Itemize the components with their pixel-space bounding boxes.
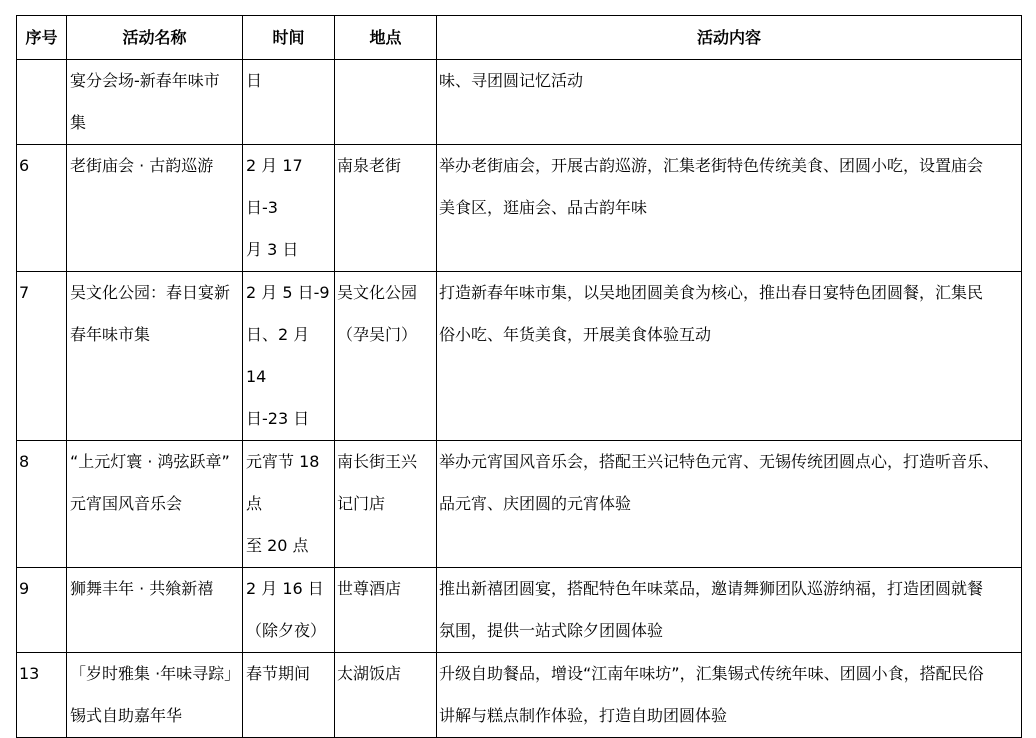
row-activity-name: 吴文化公园：春日宴新 春年味市集: [70, 283, 231, 344]
row-seq: 6: [19, 156, 30, 175]
header-content: 活动内容: [437, 16, 1022, 60]
header-time: 时间: [243, 16, 335, 60]
row-time: 日: [246, 71, 263, 90]
table-row: [17, 653, 1022, 738]
row-time: 2 月 17 日-3 月 3 日: [246, 156, 303, 259]
row-time: 春节期间: [246, 664, 311, 683]
header-seq: 序号: [17, 16, 67, 60]
row-content: 味、寻团圆记忆活动: [439, 71, 584, 90]
row-content: 推出新禧团圆宴，搭配特色年味菜品，邀请舞狮团队巡游纳福，打造团圆就餐 氛围，提供一站式除夕团圆体验: [439, 579, 984, 640]
table-row: [17, 568, 1022, 653]
row-time: 元宵节 18 点 至 20 点: [246, 452, 320, 555]
row-seq: 8: [19, 452, 30, 471]
row-activity-name: 狮舞丰年 · 共飨新禧: [70, 579, 214, 598]
row-location: 吴文化公园 （孕吴门）: [337, 283, 418, 344]
row-activity-name: “上元灯寰 · 鸿弦跃章” 元宵国风音乐会: [70, 452, 230, 513]
row-content: 举办元宵国风音乐会，搭配王兴记特色元宵、无锡传统团圆点心，打造听音乐、 品元宵、庆团圆的元宵体验: [439, 452, 1000, 513]
row-seq: 9: [19, 579, 30, 598]
header-location: 地点: [335, 16, 437, 60]
row-activity-name: 老街庙会 · 古韵巡游: [70, 156, 214, 175]
row-time: 2 月 16 日 （除夕夜）: [246, 579, 327, 640]
table-row: [17, 145, 1022, 272]
row-time: 2 月 5 日-9 日、2 月 14 日-23 日: [246, 283, 330, 428]
row-activity-name: 宴分会场-新春年味市 集: [70, 71, 220, 132]
row-content: 打造新春年味市集，以吴地团圆美食为核心，推出春日宴特色团圆餐，汇集民 俗小吃、年货美食，开展美食体验互动: [439, 283, 984, 344]
row-seq: 7: [19, 283, 30, 302]
table-row: [17, 60, 1022, 145]
row-seq: 13: [19, 664, 40, 683]
header-activity-name: 活动名称: [67, 16, 243, 60]
table-row: [17, 441, 1022, 568]
activity-table: [16, 15, 1022, 738]
table-row: [17, 272, 1022, 441]
row-location: 太湖饭店: [337, 664, 402, 683]
row-location: 南泉老街: [337, 156, 402, 175]
row-activity-name: 「岁时雅集 ·年味寻踪」 锡式自助嘉年华: [70, 664, 241, 725]
row-location: 南长街王兴 记门店: [337, 452, 418, 513]
table-header-row: [17, 16, 1022, 60]
row-content: 升级自助餐品，增设“江南年味坊”，汇集锡式传统年味、团圆小食，搭配民俗 讲解与糕点制作体验，打造自助团圆体验: [439, 664, 984, 725]
row-location: 世尊酒店: [337, 579, 402, 598]
row-content: 举办老街庙会，开展古韵巡游，汇集老街特色传统美食、团圆小吃，设置庙会 美食区，逛庙会、品古韵年味: [439, 156, 984, 217]
